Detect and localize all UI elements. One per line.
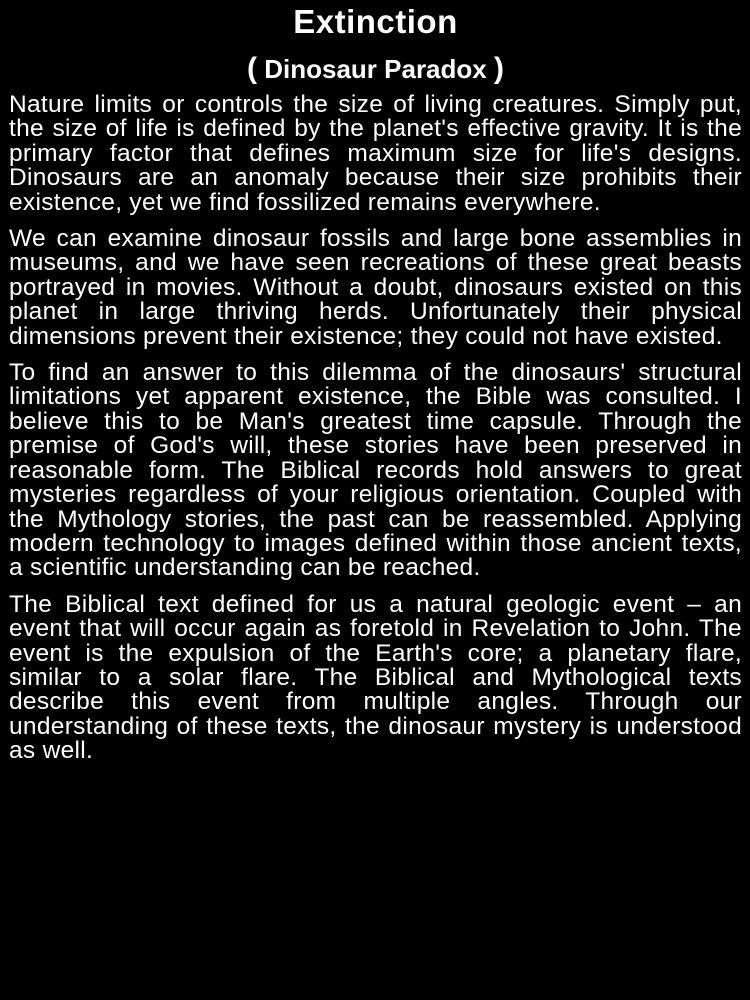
body-text	[9, 93, 742, 764]
paragraph-3: To find an answer to this dilemma of the dinosaurs' structural limitations yet apparent existence, the Bible was consulted. I believe this to be Man's greatest time capsule. Through the premise of God's will, these stories have been preserved in reasonable form. The Biblical records hold answers to great mysteries regardless of your religious orientation. Coupled with the Mythology stories, the past can be reassembled. Applying modern technology to images defined within those ancient texts, a scientific understanding can be reached.	[9, 359, 742, 582]
paragraph-2: We can examine dinosaur fossils and large bone assemblies in museums, and we have seen recreations of these great beasts portrayed in movies. Without a doubt, dinosaurs existed on this planet in large thriving herds. Unfortunately their physical dimensions prevent their existence; they could not have existed.	[9, 225, 742, 350]
subtitle-text: Dinosaur Paradox	[264, 54, 487, 84]
paragraph-1: Nature limits or controls the size of living creatures. Simply put, the size of life is defined by the planet's effective gravity. It is the primary factor that defines maximum size for life's designs. Dinosaurs are an anomaly because their size prohibits their existence, yet we find fossilized remains everywhere.	[9, 91, 742, 216]
page-title: Extinction	[293, 3, 458, 40]
page-subtitle	[9, 52, 742, 86]
subtitle-close-paren: )	[493, 52, 504, 85]
paragraph-4: The Biblical text defined for us a natural geologic event – an event that will occur again as foretold in Revelation to John. The event is the expulsion of the Earth's core; a planetary flare, similar to a solar flare. The Biblical and Mythological texts describe this event from multiple angles. Through our understanding of these texts, the dinosaur mystery is understood as well.	[9, 590, 742, 765]
subtitle-open-paren: (	[247, 52, 257, 85]
